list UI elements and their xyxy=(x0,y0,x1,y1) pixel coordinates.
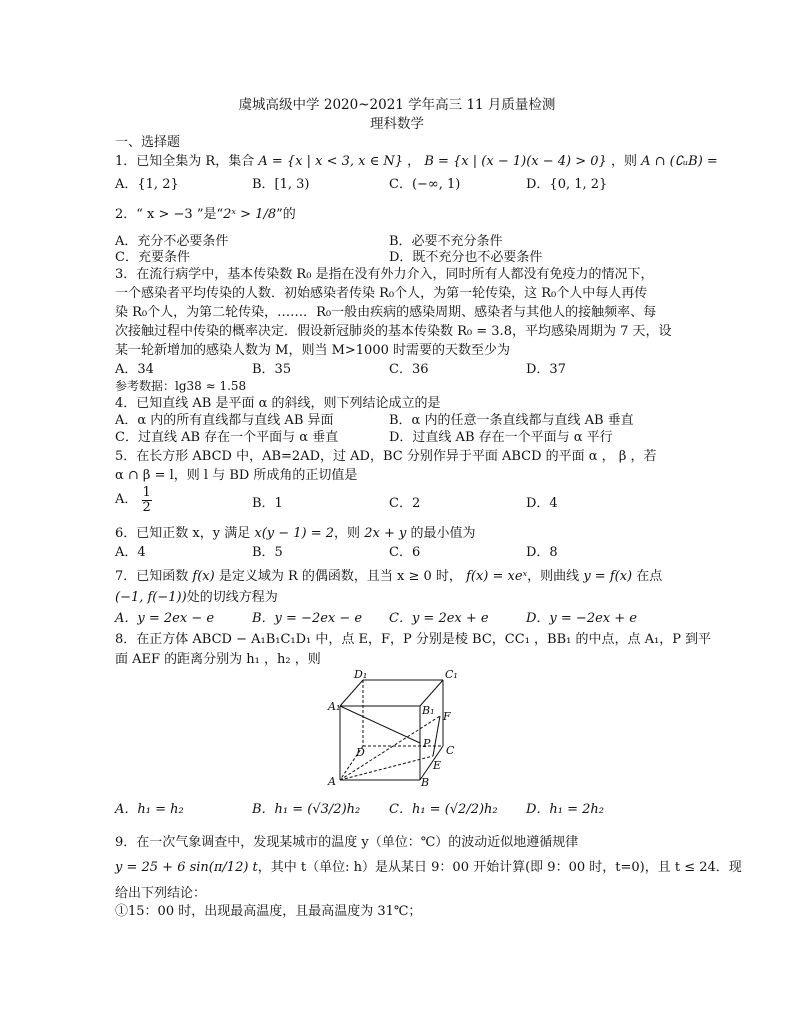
q3-reference-data: 参考数据：lg38 ≈ 1.58 xyxy=(115,379,247,393)
label-d1: D₁ xyxy=(354,668,368,681)
q3-line-3: 染 R₀个人，为第二轮传染，……．R₀一般由疾病的感染周期、感染者与其他人的接触频率、每 xyxy=(115,305,657,320)
q8-option-a: A．h₁ = h₂ xyxy=(115,802,184,817)
label-c: C xyxy=(446,744,455,757)
q5-option-d: D．4 xyxy=(526,496,558,511)
q1-set-a: A = {x | x < 3, x ∈ N} xyxy=(258,154,404,169)
fraction-numerator: 1 xyxy=(142,485,151,500)
q6-option-a: A．4 xyxy=(115,545,146,560)
q9-line-1: 9．在一次气象调查中，发现某城市的温度 y（单位：℃）的波动近似地遵循规律 xyxy=(115,835,579,850)
q6-stem xyxy=(115,527,475,542)
q8-option-d: D．h₁ = 2h₂ xyxy=(526,802,605,817)
q4-option-a: A．α 内的所有直线都与直线 AB 异面 xyxy=(115,413,334,428)
q2-option-a: A．充分不必要条件 xyxy=(115,234,229,249)
q9-formula: y = 25 + 6 sin(π/12) t xyxy=(115,860,258,875)
q3-option-c: C．36 xyxy=(389,362,429,377)
section-title: 一、选择题 xyxy=(115,135,181,150)
q9-line-4: ①15：00 时，出现最高温度，且最高温度为 31℃； xyxy=(115,904,422,919)
q5-line-1: 5．在长方形 ABCD 中，AB=2AD，过 AD，BC 分别作异于平面 ABCD 的平面 α ， β ，若 xyxy=(115,449,657,464)
q1-option-c: C．(−∞, 1) xyxy=(389,177,461,192)
q6-option-c: C．6 xyxy=(389,545,421,560)
q3-line-4: 次接触过程中传染的概率决定．假设新冠肺炎的基本传染数 R₀ = 3.8，平均感染周期为 7 天，设 xyxy=(115,324,672,339)
q2-option-b: B．必要不充分条件 xyxy=(389,234,503,249)
q1-option-b: B．[1, 3) xyxy=(252,177,310,192)
q1-post: ，则 xyxy=(610,154,637,169)
q2-pre: 2．“ x > −3 ”是“ xyxy=(115,207,224,222)
q1-set-b: B = {x | (x − 1)(x − 4) > 0} xyxy=(424,154,607,169)
q4-option-b: B．α 内的任意一条直线都与直线 AB 垂直 xyxy=(389,413,634,428)
label-p: P xyxy=(423,737,431,750)
q2-expr: 2ˣ > 1/8 xyxy=(223,207,277,222)
q5-option-a xyxy=(115,486,152,514)
q6-option-b: B．5 xyxy=(252,545,283,560)
label-f: F xyxy=(443,710,451,723)
q3-line-5: 某一轮新增加的感染人数为 M，则当 M>1000 时需要的天数至少为 xyxy=(115,343,510,358)
q7-line-2 xyxy=(115,591,278,606)
q7-option-a: A．y = 2ex − e xyxy=(115,611,215,626)
q7-option-d: D．y = −2ex + e xyxy=(526,611,637,626)
q3-line-1: 3．在流行病学中，基本传染数 R₀ 是指在没有外力介入，同时所有人都没有免疫力的情况下， xyxy=(115,267,654,282)
q6-mid: ，则 xyxy=(334,526,361,541)
q3-option-b: B．35 xyxy=(252,362,292,377)
fraction-denominator: 2 xyxy=(142,499,151,515)
q9-line-2 xyxy=(115,861,742,876)
label-a: A xyxy=(328,775,336,788)
q5-option-c: C．2 xyxy=(389,496,421,511)
q7-line-1 xyxy=(115,570,662,585)
label-a1: A₁ xyxy=(328,700,341,713)
q9-line-3: 给出下列结论： xyxy=(115,886,207,901)
q1-pre: 1．已知全集为 R，集合 xyxy=(115,154,255,169)
q7-option-b: B．y = −2ex − e xyxy=(252,611,363,626)
q7-point: (−1, f(−1)) xyxy=(115,590,187,605)
q8-line-1: 8．在正方体 ABCD − A₁B₁C₁D₁ 中，点 E，F，P 分别是棱 BC，CC₁ ，BB₁ 的中点，点 A₁，P 到平 xyxy=(115,632,712,647)
q7-post: ，则曲线 xyxy=(527,569,580,584)
q2-option-c: C．充要条件 xyxy=(115,250,190,265)
q7-end: 在点 xyxy=(636,569,663,584)
q8-option-b: B．h₁ = (√3/2)h₂ xyxy=(252,802,361,817)
q2-option-d: D．既不充分也不必要条件 xyxy=(389,250,543,265)
exam-title: 虞城高级中学 2020~2021 学年高三 11 月质量检测 xyxy=(238,97,556,113)
segment-a1p xyxy=(340,706,420,743)
q6-pre: 6．已知正数 x，y 满足 xyxy=(115,526,251,541)
q7-pre: 7．已知函数 xyxy=(115,569,189,584)
q4-option-d: D．过直线 AB 存在一个平面与 α 平行 xyxy=(389,430,613,445)
q3-line-2: 一个感染者平均传染的人数．初始感染者传染 R₀个人，为第一轮传染，这 R₀个人中每人再传 xyxy=(115,286,648,301)
segment-ef xyxy=(433,716,440,756)
q7-mid: 是定义域为 R 的偶函数，且当 x ≥ 0 时， xyxy=(218,569,462,584)
edge-d1a1 xyxy=(340,680,363,706)
q1-expr: A ∩ (∁ᵤB) = xyxy=(641,154,718,169)
q7-func: f(x) xyxy=(192,569,215,584)
q3-option-d: D．37 xyxy=(526,362,566,377)
q7-line2-post: 处的切线方程为 xyxy=(186,590,278,605)
q6-post: 的最小值为 xyxy=(410,526,476,541)
exam-subtitle: 理科数学 xyxy=(370,116,424,132)
q9-line2-post: ，其中 t（单位: h）是从某日 9：00 开始计算(即 9：00 时，t=0)，且 t ≤ 24．现 xyxy=(257,860,742,875)
q7-curve: y = f(x) xyxy=(583,569,633,584)
q5-option-a-label: A． xyxy=(115,491,138,507)
q5-option-a-fraction xyxy=(142,486,152,514)
q8-line-2: 面 AEF 的距离分别为 h₁ ，h₂ ，则 xyxy=(115,652,321,667)
q6-expr2: 2x + y xyxy=(364,526,407,541)
label-b: B xyxy=(421,776,430,788)
q5-line-2: α ∩ β = l，则 l 与 BD 所成角的正切值是 xyxy=(115,468,358,483)
q4-option-c: C．过直线 AB 存在一个平面与 α 垂直 xyxy=(115,430,339,445)
q5-option-b: B．1 xyxy=(252,496,283,511)
q7-expr: f(x) = xeˣ xyxy=(466,569,528,584)
q4-stem: 4．已知直线 AB 是平面 α 的斜线，则下列结论成立的是 xyxy=(115,396,441,411)
q1-option-a: A．{1, 2} xyxy=(115,177,179,192)
q2-post: ”的 xyxy=(276,207,296,222)
q6-expr: x(y − 1) = 2 xyxy=(254,526,335,541)
label-b1: B₁ xyxy=(422,704,435,717)
q1-sep: ， xyxy=(407,154,421,169)
edge-c1b1 xyxy=(420,680,443,706)
q3-option-a: A．34 xyxy=(115,362,154,377)
q6-option-d: D．8 xyxy=(526,545,558,560)
label-e: E xyxy=(433,759,442,772)
q1-stem xyxy=(115,155,718,170)
label-c1: C₁ xyxy=(445,668,458,681)
cube-figure xyxy=(325,668,465,788)
q1-option-d: D．{0, 1, 2} xyxy=(526,177,608,192)
label-d: D xyxy=(356,746,365,759)
q7-option-c: C．y = 2ex + e xyxy=(389,611,489,626)
q2-stem xyxy=(115,208,296,223)
q8-option-c: C．h₁ = (√2/2)h₂ xyxy=(389,802,498,817)
